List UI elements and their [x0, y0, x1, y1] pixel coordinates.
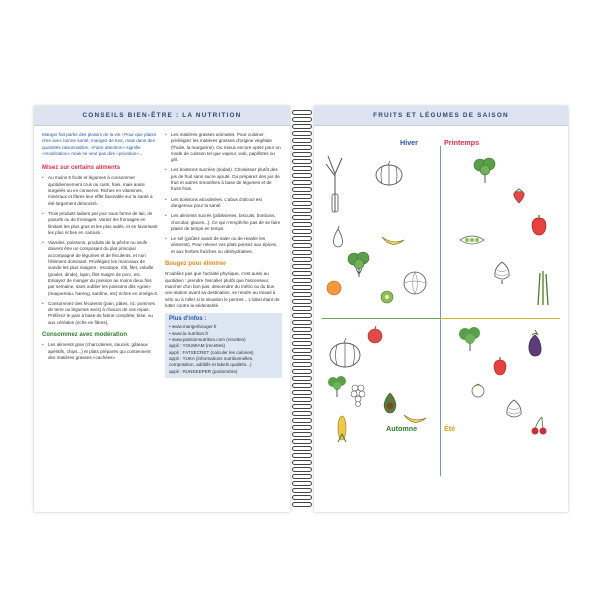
spiral-ring: [292, 481, 312, 486]
info-item: • www.la nutrition.fr: [169, 330, 209, 336]
left-page: [34, 106, 290, 512]
spiral-ring: [292, 187, 312, 192]
apple-icon: [366, 326, 384, 344]
spiral-ring: [292, 292, 312, 297]
spiral-ring: [292, 236, 312, 241]
spiral-ring: [292, 334, 312, 339]
list-item: • Les boissons alcoolisées. L'abus d'alcool est dangereux pour la santé: [165, 197, 282, 210]
section-title-moderation: Consommez avec modération: [42, 332, 128, 339]
spiral-ring: [292, 215, 312, 220]
spiral-ring: [292, 502, 312, 507]
spiral-ring: [292, 397, 312, 402]
cherries-icon: [530, 416, 548, 436]
list-item: • Au moins 5 fruits et légumes à consommer quotidiennement crus ou cuits, frais, mais aussi surgelés ou en conserve. Riches en vitamines, minéraux et fibres leur effet favorable sur la santé a été largement démontré.: [42, 175, 159, 206]
cabbage-icon: [402, 270, 428, 296]
avocado-icon: [382, 392, 398, 414]
list-item: • Les aliments gras (charcuteries, sauces, gâteaux apéritifs, chips...) et plats préparés qui contiennent des matières grasses «cachées»: [42, 342, 159, 361]
info-item: appli : YUKA (informations nutritionnelles, composition, additifs et labels qualités...): [169, 355, 254, 368]
grapes-icon: [350, 382, 368, 408]
left-page-header: [34, 106, 290, 126]
left-column-2: [165, 132, 282, 378]
season-label-spring: Printemps: [444, 138, 480, 147]
list-item: • Viandes, poissons, produits de la pêche ou œufs doivent être un composant du plat principal accompagné de légumes et de féculents, et non l'élément dominant. Privilégiez les morceaux de viande les plus maigres : escalope, rôti, filet, volaille (poulet, dinde), lapin, filet maigre de porc, etc. Essayez de manger du poisson au moins deux fois par semaine, sans oublier les poissons dits «gras» (maquereau, hareng, sardine, etc) riches en oméga-3.: [42, 240, 159, 297]
artichoke-icon: [492, 260, 512, 284]
spiral-ring: [292, 264, 312, 269]
spiral-ring: [292, 250, 312, 255]
summer-artichoke-icon: [504, 398, 524, 422]
notebook: [34, 106, 568, 512]
leek-icon: [324, 154, 346, 214]
spiral-ring: [292, 418, 312, 423]
list-item: • Le sel (goûtez avant de saler ou de resaler les aliments). Pour relever vos plats pensez aux épices, et aux herbes fraîches ou déshydratées.: [165, 236, 282, 255]
info-title: Plus d'infos :: [169, 316, 207, 323]
broccoli-icon: [346, 250, 372, 278]
pumpkin-icon: [374, 160, 404, 186]
pear-icon: [330, 226, 346, 248]
spiral-ring: [292, 180, 312, 185]
info-box: [165, 313, 282, 378]
spiral-ring: [292, 425, 312, 430]
info-item: appli : RUNKEEPER (podomètre): [169, 368, 238, 374]
spiral-ring: [292, 299, 312, 304]
spiral-ring: [292, 404, 312, 409]
grid-divider-horizontal-left: [322, 318, 440, 319]
spiral-binding: [290, 106, 314, 512]
spiral-ring: [292, 369, 312, 374]
squash-icon: [328, 336, 362, 368]
right-page-title: FRUITS ET LÉGUMES DE SAISON: [373, 112, 509, 119]
intro-text: Manger fait partie des plaisirs de la vie ! Pour que plaisir rime avec bonne santé, mangez de tout, mais dans des quantités raisonnables. «Faire attention» signifie «modération» mais ne veut pas dire «privation»...: [42, 132, 157, 156]
strawberry-icon: [512, 188, 526, 204]
spiral-ring: [292, 327, 312, 332]
list-item: • Les aliments sucrés (pâtisseries, biscuits, bonbons, chocolat, glaces...). Ce qui n'empêche pas de se faire plaisir de temps en temps.: [165, 213, 282, 232]
spiral-ring: [292, 124, 312, 129]
left-column-1: [42, 132, 159, 378]
section-title-bougez: Bougez pour éliminer: [165, 261, 227, 268]
spiral-ring: [292, 355, 312, 360]
spiral-ring: [292, 159, 312, 164]
asparagus-icon: [534, 270, 552, 306]
peas-icon: [458, 234, 486, 246]
spiral-ring: [292, 432, 312, 437]
tomato-icon: [470, 382, 486, 398]
spiral-ring: [292, 152, 312, 157]
spiral-ring: [292, 208, 312, 213]
summer-broccoli-icon: [458, 326, 482, 352]
spiral-ring: [292, 488, 312, 493]
spiral-ring: [292, 222, 312, 227]
spiral-ring: [292, 383, 312, 388]
spiral-ring: [292, 453, 312, 458]
right-page-header: [314, 106, 568, 126]
kiwi-icon: [380, 290, 394, 304]
spiral-ring: [292, 257, 312, 262]
bougez-text: N'oubliez pas que l'activité physique, c'est aussi au quotidien : prendre l'escalier plutôt que l'ascenseur, marcher d'un bon pas, descendre du métro ou du bus une station avant sa destination, se rendre au travail à vélo ou à roller si la situation le permet... L'idéal étant de lutter contre la sédentarité.: [165, 271, 280, 308]
spiral-ring: [292, 166, 312, 171]
section-title-misez: Misez sur certains aliments: [42, 165, 121, 172]
list-item: • Trois produits laitiers par jour sous forme de lait, de yaourts ou de fromages. Variez les fromages en limitant les plus gras et les plus salés, et en favorisant les plus riches en calcium.: [42, 211, 159, 236]
spiral-ring: [292, 271, 312, 276]
spiral-ring: [292, 320, 312, 325]
spiral-ring: [292, 313, 312, 318]
spiral-ring: [292, 362, 312, 367]
spiral-ring: [292, 460, 312, 465]
spiral-ring: [292, 243, 312, 248]
spiral-ring: [292, 376, 312, 381]
spiral-ring: [292, 495, 312, 500]
season-label-autumn: Automne: [386, 424, 418, 433]
list-item: • Les matières grasses animales. Pour cuisiner, privilégiez les matières grasses d'origine végétale (l'huile, la margarine). Ou mieux encore optez pour un mode de cuisson tel que vapeur, wok, papillotes ou gril.: [165, 132, 282, 163]
info-item: • www.mangerbouger.fr: [169, 324, 217, 330]
spiral-ring: [292, 110, 312, 115]
orange-icon: [326, 280, 342, 296]
spiral-ring: [292, 446, 312, 451]
spiral-ring: [292, 117, 312, 122]
spiral-ring: [292, 201, 312, 206]
red-pepper-icon: [530, 214, 548, 236]
spiral-ring: [292, 138, 312, 143]
info-item: appli : FATSECRET (calculer les calories): [169, 349, 254, 355]
spiral-ring: [292, 173, 312, 178]
grid-divider-vertical: [440, 146, 441, 476]
spiral-ring: [292, 229, 312, 234]
spiral-ring: [292, 467, 312, 472]
autumn-broccoli-icon: [326, 374, 348, 398]
spiral-ring: [292, 194, 312, 199]
corn-icon: [336, 414, 348, 444]
summer-pepper-icon: [492, 356, 508, 376]
spiral-ring: [292, 390, 312, 395]
list-item: • Les boissons sucrées (sodas). Choisissez plutôt des jus de fruit sans sucre ajouté. Ou préparez des jus de fruit et autres smoothies à base de légumes et de fruits frais.: [165, 167, 282, 192]
info-item: • www.passionnutrition.com (recettes): [169, 337, 246, 343]
spiral-ring: [292, 341, 312, 346]
spiral-ring: [292, 439, 312, 444]
info-item: appli : YOUMIAM (recettes): [169, 343, 226, 349]
left-page-title: CONSEILS BIEN-ÊTRE : LA NUTRITION: [82, 112, 242, 119]
autumn-banana-icon: [402, 412, 428, 428]
spiral-ring: [292, 348, 312, 353]
spiral-ring: [292, 306, 312, 311]
spiral-ring: [292, 474, 312, 479]
season-label-winter: Hiver: [400, 138, 418, 147]
spiral-ring: [292, 131, 312, 136]
eggplant-icon: [526, 330, 544, 358]
banana-icon: [380, 234, 406, 250]
list-item: • Consommez des féculents (pain, pâtes, riz, pommes de terre ou légumes secs) à chacun de vos repas. Préférez le pain à base de farine complète, bise, ou aux céréales (riche en fibres).: [42, 301, 159, 326]
season-label-summer: Été: [444, 424, 456, 433]
spring-broccoli-icon: [472, 156, 498, 184]
right-page: [314, 106, 568, 512]
seasons-grid: [322, 130, 560, 506]
spiral-ring: [292, 278, 312, 283]
grid-divider-horizontal-right: [440, 318, 560, 319]
spiral-ring: [292, 145, 312, 150]
spiral-ring: [292, 411, 312, 416]
spiral-ring: [292, 285, 312, 290]
